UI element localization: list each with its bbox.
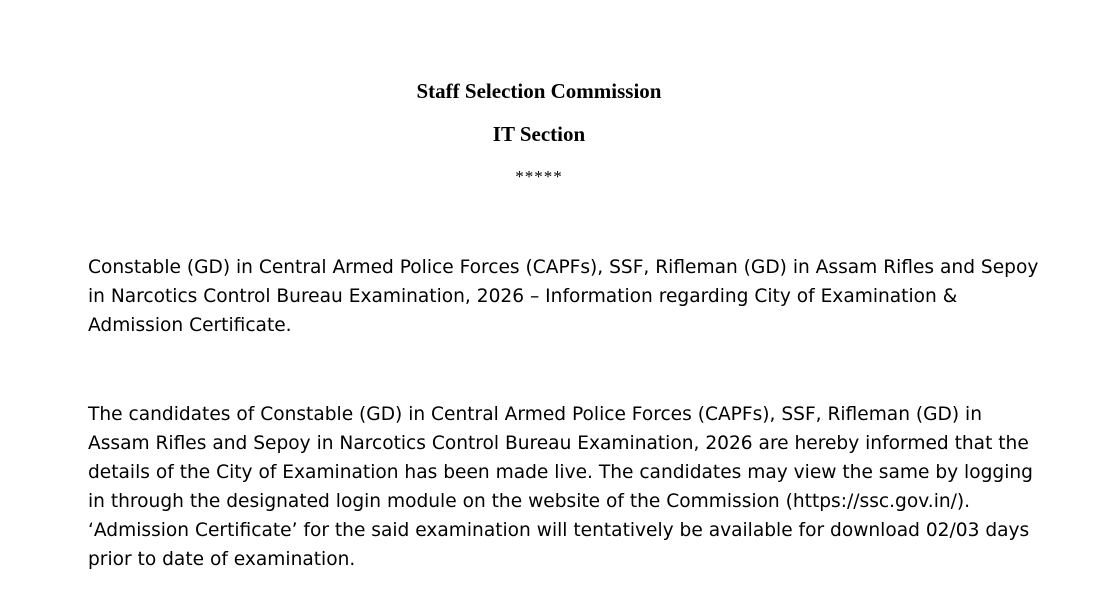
section-title: IT Section: [492, 122, 586, 146]
separator: *****: [515, 167, 563, 186]
body-line: details of the City of Examination has been made live. The candidates may view the same by logging: [88, 462, 1033, 483]
body-line: The candidates of Constable (GD) in Central Armed Police Forces (CAPFs), SSF, Rifleman (GD) in: [88, 404, 982, 425]
body-paragraph: [88, 400, 1033, 574]
subject-paragraph: [88, 253, 1038, 340]
body-line: Assam Rifles and Sepoy in Narcotics Control Bureau Examination, 2026 are hereby informed that the: [88, 433, 1029, 454]
subject-line: Admission Certificate.: [88, 315, 292, 336]
body-line: ‘Admission Certificate’ for the said examination will tentatively be available for download 02/03 days: [88, 520, 1030, 541]
body-line: in through the designated login module on the website of the Commission (https://ssc.gov.in/).: [88, 491, 971, 512]
organization-title: Staff Selection Commission: [416, 79, 662, 103]
body-line: prior to date of examination.: [88, 549, 356, 570]
subject-line: in Narcotics Control Bureau Examination, 2026 – Information regarding City of Examination &: [88, 286, 958, 307]
subject-line: Constable (GD) in Central Armed Police Forces (CAPFs), SSF, Rifleman (GD) in Assam Rifles and Sepoy: [88, 257, 1039, 278]
